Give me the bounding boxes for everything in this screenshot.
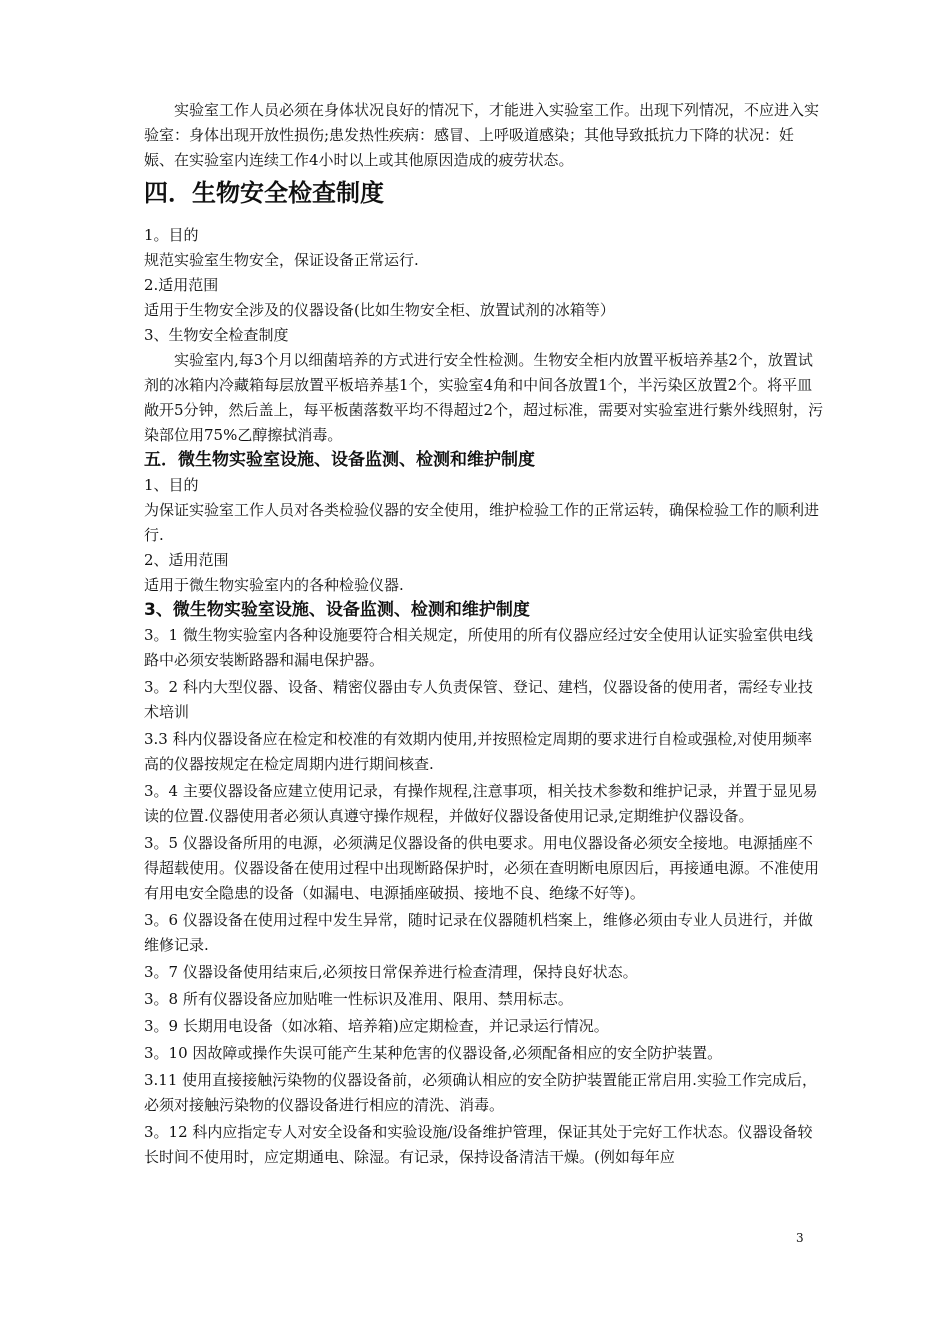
- rule-item: 3。10 因故障或操作失误可能产生某种危害的仪器设备,必须配备相应的安全防护装置。: [144, 1044, 723, 1062]
- page-number: 3: [796, 1231, 804, 1245]
- section-4-scope-label: 2.适用范围: [144, 276, 219, 294]
- section-4-scope-text: 适用于生物安全涉及的仪器设备(比如生物安全柜、放置试剂的冰箱等）: [144, 301, 615, 319]
- section-5-scope-text: 适用于微生物实验室内的各种检验仪器.: [144, 576, 404, 594]
- page-body: [144, 98, 824, 1170]
- section-4-rule-label: 3、生物安全检查制度: [144, 326, 289, 344]
- rule-item: 3。8 所有仪器设备应加贴唯一性标识及准用、限用、禁用标志。: [144, 990, 573, 1008]
- rule-item: 3。5 仪器设备所用的电源，必须满足仪器设备的供电要求。用电仪器设备必须安全接地。电源插座不得超载使用。仪器设备在使用过程中出现断路保护时，必须在查明断电原因后，再接通电源。不准使用有用电安全隐患的设备（如漏电、电源插座破损、接地不良、绝缘不好等)。: [144, 834, 820, 902]
- section-5-purpose-label: 1、目的: [144, 476, 199, 494]
- intro-paragraph: 实验室工作人员必须在身体状况良好的情况下，才能进入实验室工作。出现下列情况，不应进入实验室：身体出现开放性损伤;患发热性疾病：感冒、上呼吸道感染；其他导致抵抗力下降的状况：妊娠、在实验室内连续工作4小时以上或其他原因造成的疲劳状态。: [144, 101, 820, 169]
- rule-item: 3。9 长期用电设备（如冰箱、培养箱)应定期检查，并记录运行情况。: [144, 1017, 609, 1035]
- section-5-scope-label: 2、适用范围: [144, 551, 229, 569]
- rule-item: 3。2 科内大型仪器、设备、精密仪器由专人负责保管、登记、建档，仪器设备的使用者，需经专业技术培训: [144, 678, 813, 721]
- rule-item: 3。12 科内应指定专人对安全设备和实验设施/设备维护管理，保证其处于完好工作状态。仪器设备较长时间不使用时，应定期通电、除湿。有记录，保持设备清洁干燥。(例如每年应: [144, 1123, 813, 1166]
- rule-item: 3.3 科内仪器设备应在检定和校准的有效期内使用,并按照检定周期的要求进行自检或强检,对使用频率高的仪器按规定在检定周期内进行期间核查.: [144, 730, 813, 773]
- section-5-title: 五．微生物实验室设施、设备监测、检测和维护制度: [144, 450, 535, 470]
- section-5-rule-label: 3、微生物实验室设施、设备监测、检测和维护制度: [144, 600, 530, 620]
- section-4-purpose-text: 规范实验室生物安全，保证设备正常运行.: [144, 251, 419, 269]
- rule-item: 3。7 仪器设备使用结束后,必须按日常保养进行检查清理，保持良好状态。: [144, 963, 638, 981]
- rule-item: 3.11 使用直接接触污染物的仪器设备前，必须确认相应的安全防护装置能正常启用.实验工作完成后，必须对接触污染物的仪器设备进行相应的清洗、消毒。: [144, 1071, 817, 1114]
- rule-item: 3。6 仪器设备在使用过程中发生异常，随时记录在仪器随机档案上，维修必须由专业人员进行，并做维修记录.: [144, 911, 813, 954]
- rule-item: 3。4 主要仪器设备应建立使用记录，有操作规程,注意事项，相关技术参数和维护记录，并置于显见易读的位置.仪器使用者必须认真遵守操作规程，并做好仪器设备使用记录,定期维护仪器设备。: [144, 782, 818, 825]
- section-4-purpose-label: 1。目的: [144, 226, 199, 244]
- section-4-title: 四．生物安全检查制度: [144, 179, 384, 207]
- section-5-purpose-text: 为保证实验室工作人员对各类检验仪器的安全使用，维护检验工作的正常运转，确保检验工作的顺利进行.: [144, 501, 820, 544]
- rule-item: 3。1 微生物实验室内各种设施要符合相关规定，所使用的所有仪器应经过安全使用认证实验室供电线路中必须安装断路器和漏电保护器。: [144, 626, 813, 669]
- section-4-rule-text: 实验室内,每3个月以细菌培养的方式进行安全性检测。生物安全柜内放置平板培养基2个，放置试剂的冰箱内冷藏箱每层放置平板培养基1个，实验室4角和中间各放置1个，半污染区放置2个。将平皿敞开5分钟，然后盖上，每平板菌落数平均不得超过2个，超过标准，需要对实验室进行紫外线照射，污染部位用75%乙醇擦拭消毒。: [144, 351, 824, 444]
